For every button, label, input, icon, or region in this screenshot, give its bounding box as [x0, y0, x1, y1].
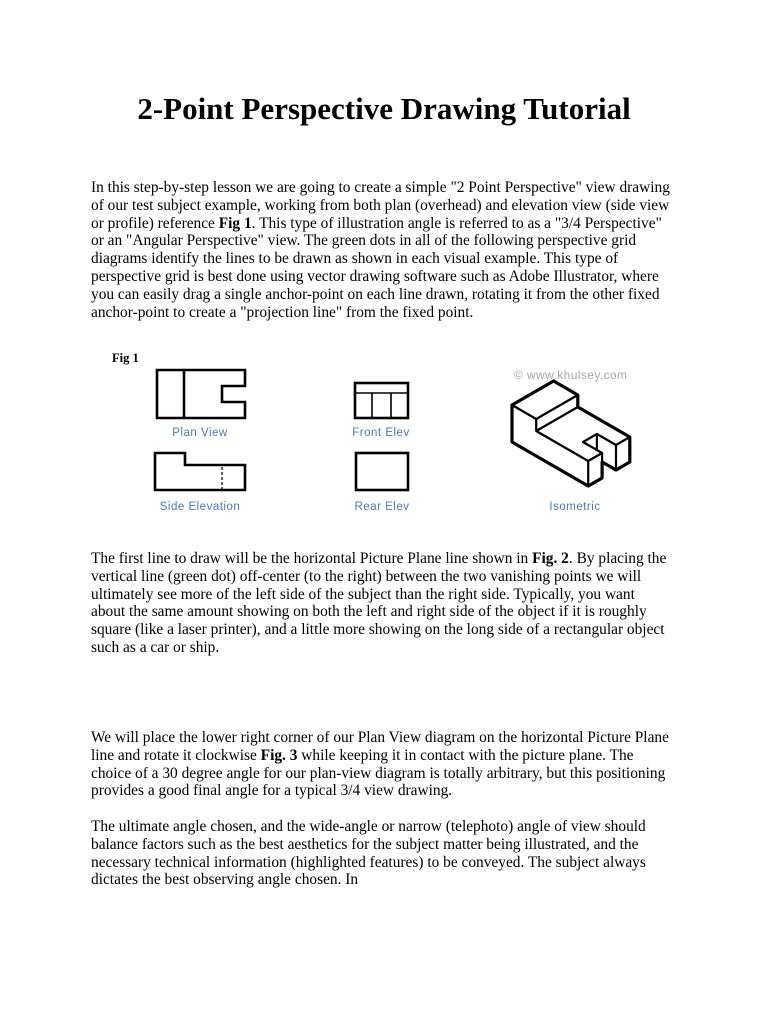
text-run: The first line to draw will be the horizontal Picture Plane line shown in [91, 550, 533, 567]
text-run: or an "Angular Perspective" view. The green dots in all of the following perspective grid [91, 232, 637, 250]
text-line [91, 818, 646, 836]
text-run: necessary technical information (highlighted features) to be conveyed. The subject always [91, 853, 646, 871]
plan-view-drawing [157, 370, 245, 418]
text-run: you can easily drag a single anchor-point on each line drawn, rotating it from the other fixed [91, 285, 660, 303]
rear-elevation-label: Rear Elev [354, 501, 410, 513]
text-line [91, 304, 670, 322]
isometric-label: Isometric [549, 501, 601, 513]
text-line [91, 568, 666, 586]
isometric-outline [512, 381, 630, 486]
figure-reference: Fig. 3 [260, 746, 298, 764]
viewing-angle-paragraph [91, 818, 646, 889]
text-line [91, 286, 670, 304]
text-run: square (like a laser printer), and a little more showing on the long side of a rectangular object [91, 621, 665, 639]
text-run: or profile) reference [91, 214, 219, 232]
text-line [91, 765, 669, 783]
text-run: anchor-point to create a "projection line" from the fixed point. [91, 303, 474, 321]
text-run: provides a good final angle for a typical 3/4 view drawing. [91, 782, 453, 800]
text-run: perspective grid is best done using vector drawing software such as Adobe Illustrator, where [91, 267, 659, 285]
text-line [91, 621, 666, 639]
text-run: choice of a 30 degree angle for our plan-view diagram is totally arbitrary, but this positioning [91, 764, 666, 782]
text-line [91, 836, 646, 854]
text-run: dictates the best observing angle chosen. In [91, 871, 359, 889]
figure-caption: Fig 1 [112, 351, 139, 365]
text-line [91, 871, 646, 889]
text-run: ultimately see more of the left side of the subject than the right side. Typically, you want [91, 585, 635, 603]
text-line [91, 782, 669, 800]
intro-paragraph [91, 179, 670, 321]
text-line [91, 747, 669, 765]
front-elevation-notch-lines [372, 393, 391, 418]
isometric-edges [512, 395, 630, 486]
text-run: diagrams identify the lines to be drawn as shown in each visual example. This type of [91, 250, 619, 268]
text-run: vertical line (green dot) off-center (to the right) between the two vanishing points we will [91, 567, 642, 585]
page-title: 2-Point Perspective Drawing Tutorial [137, 91, 631, 126]
text-run: line and rotate it clockwise [91, 746, 261, 764]
text-line [91, 250, 670, 268]
text-run: In this step-by-step lesson we are going to create a simple "2 Point Perspective" view drawing [91, 179, 670, 196]
text-line [91, 550, 666, 568]
side-elevation-outline [155, 453, 245, 490]
copyright-credit: © www.khulsey.com [514, 368, 628, 382]
text-line [91, 603, 666, 621]
text-line [91, 268, 670, 286]
text-line [91, 586, 666, 604]
text-run: . By placing the [568, 550, 667, 567]
text-run: The ultimate angle chosen, and the wide-angle or narrow (telephoto) angle of view should [91, 818, 646, 835]
side-elevation-drawing [155, 453, 245, 490]
plan-rotation-paragraph [91, 729, 669, 800]
rear-elevation-drawing [356, 453, 408, 490]
text-run: while keeping it in contact with the picture plane. The [297, 746, 634, 764]
text-line [91, 215, 670, 233]
picture-plane-paragraph [91, 550, 666, 657]
text-run: such as a car or ship. [91, 638, 220, 656]
text-run: balance factors such as the best aesthetics for the subject matter being illustrated, and the [91, 835, 639, 853]
front-elevation-outline [355, 383, 408, 418]
text-line [91, 729, 669, 747]
figure-reference: Fig. 2 [532, 550, 569, 567]
front-elevation-label: Front Elev [352, 427, 410, 439]
isometric-drawing [512, 381, 630, 486]
text-run: . This type of illustration angle is referred to as a "3/4 Perspective" [251, 214, 662, 232]
rear-elevation-outline [356, 453, 408, 490]
text-run: We will place the lower right corner of our Plan View diagram on the horizontal Picture Plane [91, 729, 669, 746]
plan-view-label: Plan View [172, 427, 228, 439]
front-elevation-drawing [355, 383, 408, 418]
text-run: about the same amount showing on both the left and right side of the object if it is roughly [91, 603, 647, 621]
text-line [91, 179, 670, 197]
text-line [91, 639, 666, 657]
figure-reference: Fig 1 [218, 214, 252, 232]
plan-view-outline [157, 370, 245, 418]
text-line [91, 232, 670, 250]
text-run: of our test subject example, working from both plan (overhead) and elevation view (side view [91, 196, 670, 214]
side-elevation-label: Side Elevation [159, 501, 241, 513]
figure-1-views [140, 360, 650, 520]
text-line [91, 854, 646, 872]
text-line [91, 197, 670, 215]
